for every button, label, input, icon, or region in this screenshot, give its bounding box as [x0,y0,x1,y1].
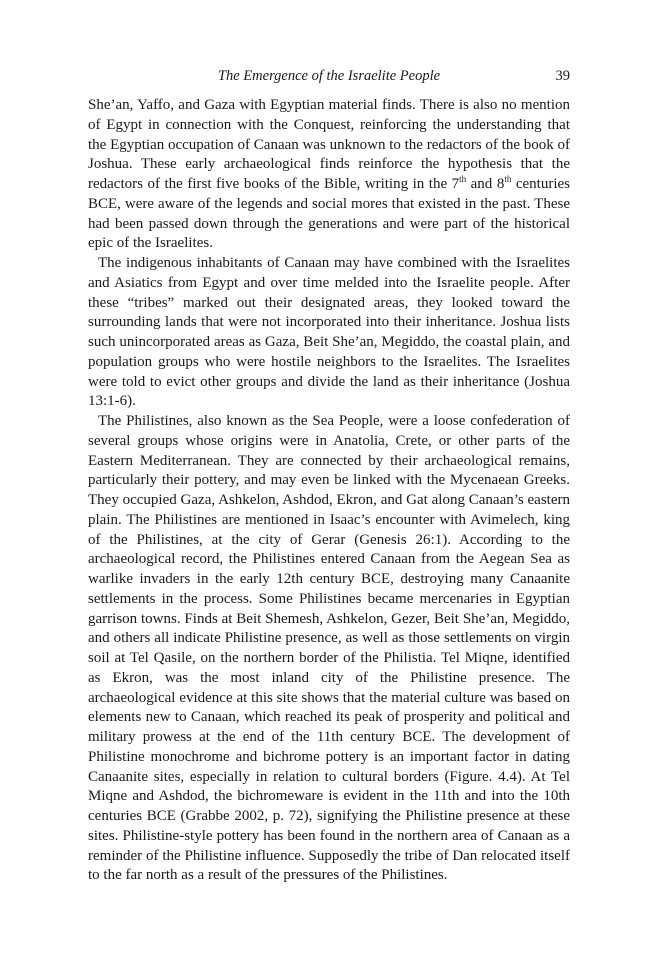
running-title: The Emergence of the Israelite People [217,68,441,84]
page-header [88,66,570,86]
paragraph-2: The indigenous inhabitants of Canaan may have combined with the Israelites and Asiatics from Egypt and over time melded into the Israelite people. After these “tribes” marked out their designated areas, they looked toward the surrounding lands that were not incorporated into their inheritance. Joshua lists such unincorporated areas as Gaza, Beit She’an, Megiddo, the coastal plain, and population groups who were hostile neighbors to the Israelites. The Israelites were told to evict other groups and divide the land as their inheritance (Joshua 13:1-6). [88,255,570,410]
paragraph-1-text-b: and 8 [466,176,505,192]
page-number: 39 [555,68,570,84]
paragraph-1-text-a: She’an, Yaffo, and Gaza with Egyptian material finds. There is also no mention of Egypt in connection with the Conquest, reinforcing the understanding that the Egyptian occupation of Canaan was unknown to the redactors of the book of Joshua. These early archaeological finds reinforce the hypothesis that the redactors of the first five books of the Bible, writing in the 7 [88,97,570,192]
paragraph-1 [88,96,570,254]
superscript-th-1: th [459,174,467,184]
paragraph-1-text-c: centuries BCE, were aware of the legends and social mores that existed in the past. These had been passed down through the generations and were part of the historical epic of the Israelites. [88,176,570,252]
paragraph-3: The Philistines, also known as the Sea People, were a loose confederation of several groups whose origins were in Anatolia, Crete, or other parts of the Eastern Mediterranean. They are connected by their archaeological remains, particularly their pottery, and may even be linked with the Mycenaean Greeks. They occupied Gaza, Ashkelon, Ashdod, Ekron, and Gat along Canaan’s eastern plain. The Philistines are mentioned in Isaac’s encounter with Avimelech, king of the Philistines, at the city of Gerar (Genesis 26:1). According to the archaeological record, the Philistines entered Canaan from the Aegean Sea as warlike invaders in the early 12th century BCE, destroying many Canaanite settlements in the process. Some Philistines became mercenaries in Egyptian garrison towns. Finds at Beit Shemesh, Ashkelon, Gezer, Beit She’an, Megiddo, and others all indicate Philistine presence, as well as those settlements on virgin soil at Tel Qasile, on the northern border of the Philistia. Tel Miqne, identified as Ekron, was the most inland city of the Philistine presence. The archaeological evidence at this site shows that the material culture was based on elements new to Canaan, which reached its peak of prosperity and political and military prowess at the end of the 11th century BCE. The development of Philistine monochrome and bichrome pottery is an important factor in dating Canaanite sites, especially in relation to cultural borders (Figure. 4.4). At Tel Miqne and Ashdod, the bichromeware is evident in the 11th and into the 10th centuries BCE (Grabbe 2002, p. 72), signifying the Philistine presence at these sites. Philistine-style pottery has been found in the northern area of Canaan as a reminder of the Philistine influence. Supposedly the tribe of Dan relocated itself to the far north as a result of the pressures of the Philistines. [88,413,570,884]
body-text [88,96,570,886]
superscript-th-2: th [504,174,512,184]
